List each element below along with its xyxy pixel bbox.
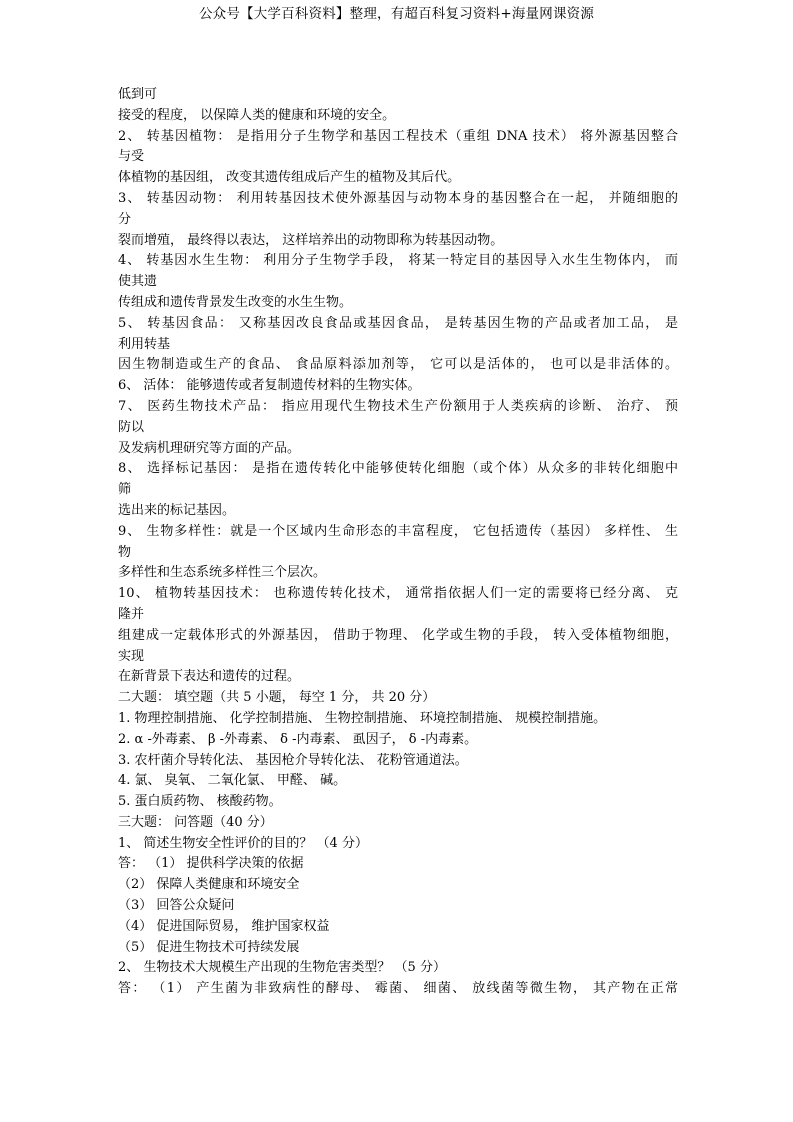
text-line: 5、 转基因食品： 又称基因改良食品或基因食品， 是转基因生物的产品或者加工品， 是 [118,315,678,331]
text-line: 与受 [118,149,145,165]
text-line: 4. 氯、 臭氧、 二氧化氯、 甲醛、 碱。 [118,773,347,789]
text-line: 体植物的基因组， 改变其遗传组成后产生的植物及其后代。 [118,170,461,186]
text-line: 三大题： 问答题（40 分） [118,814,273,830]
page-header: 公众号【大学百科资料】整理，有超百科复习资料+海量网课资源 [198,6,595,22]
text-line: 低到可 [118,87,158,102]
text-line: 3. 农杆菌介导转化法、 基因枪介导转化法、 花粉管通道法。 [118,752,468,768]
text-line: （5） 促进生物技术可持续发展 [118,939,300,955]
text-line: 接受的程度， 以保障人类的健康和环境的安全。 [118,107,396,123]
text-line: 答： （1） 产生菌为非致病性的酵母、 霉菌、 细菌、 放线菌等微生物， 其产物在正常 [118,981,678,997]
text-line: 筛 [118,482,132,498]
text-line: 利用转基 [118,336,171,352]
text-line: 传组成和遗传背景发生改变的水生生物。 [118,294,353,310]
text-line: 分 [118,211,132,227]
text-line: （2） 保障人类健康和环境安全 [118,877,300,893]
text-line: 多样性和生态系统多样性三个层次。 [118,565,327,581]
text-line: 9、 生物多样性：就是一个区域内生命形态的丰富程度， 它包括遗传（基因） 多样性、 生 [118,523,678,539]
text-line: 隆并 [118,606,145,622]
text-line: 及发病机理研究等方面的产品。 [118,440,301,456]
text-line: 7、 医药生物技术产品： 指应用现代生物技术生产份额用于人类疾病的诊断、 治疗、 预 [118,398,678,414]
text-line: （3） 回答公众疑问 [118,898,235,914]
text-line: 防以 [118,419,145,435]
text-line: 1、 简述生物安全性评价的目的？ （4 分） [118,835,368,851]
text-line: 物 [118,544,132,560]
text-line: 二大题： 填空题（共 5 小题， 每空 1 分， 共 20 分） [118,690,436,706]
text-line: （4） 促进国际贸易， 维护国家权益 [118,918,330,934]
text-line: 1. 物理控制措施、 化学控制措施、 生物控制措施、 环境控制措施、 规模控制措施。 [118,710,607,726]
text-line: 3、 转基因动物： 利用转基因技术使外源基因与动物本身的基因整合在一起， 并随细胞的 [118,190,678,206]
text-line: 因生物制造或生产的食品、 食品原料添加剂等， 它可以是活体的， 也可以是非活体的。 [118,357,678,373]
text-line: 实现 [118,648,145,664]
text-line: 组建成一定载体形式的外源基因， 借助于物理、 化学或生物的手段， 转入受体植物细胞， [118,627,678,643]
text-line: 2、 生物技术大规模生产出现的生物危害类型？ （5 分） [118,960,446,976]
text-line: 答： （1） 提供科学决策的依据 [118,856,304,872]
text-line: 4、 转基因水生生物： 利用分子生物学手段， 将某一特定目的基因导入水生生物体内， 而 [118,253,678,269]
text-line: 8、 选择标记基因： 是指在遗传转化中能够使转化细胞（或个体）从众多的非转化细胞中 [118,461,678,477]
text-line: 2、 转基因植物： 是指用分子生物学和基因工程技术（重组 DNA 技术） 将外源基因整合 [118,128,678,144]
text-line: 在新背景下表达和遗传的过程。 [118,669,301,685]
text-line: 6、 活体： 能够遗传或者复制遗传材料的生物实体。 [118,378,421,394]
text-line: 裂而增殖， 最终得以表达， 这样培养出的动物即称为转基因动物。 [118,232,504,248]
text-line: 5. 蛋白质药物、 核酸药物。 [118,794,282,810]
text-line: 选出来的标记基因。 [118,502,236,518]
document-body [118,85,678,1000]
text-line: 使其遗 [118,274,158,290]
text-line: 10、 植物转基因技术： 也称遗传转化技术， 通常指依据人们一定的需要将已经分离、 克 [118,586,678,602]
text-line: 2. α -外毒素、 β -外毒素、 δ -内毒素、 虱因子， δ -内毒素。 [118,731,478,747]
